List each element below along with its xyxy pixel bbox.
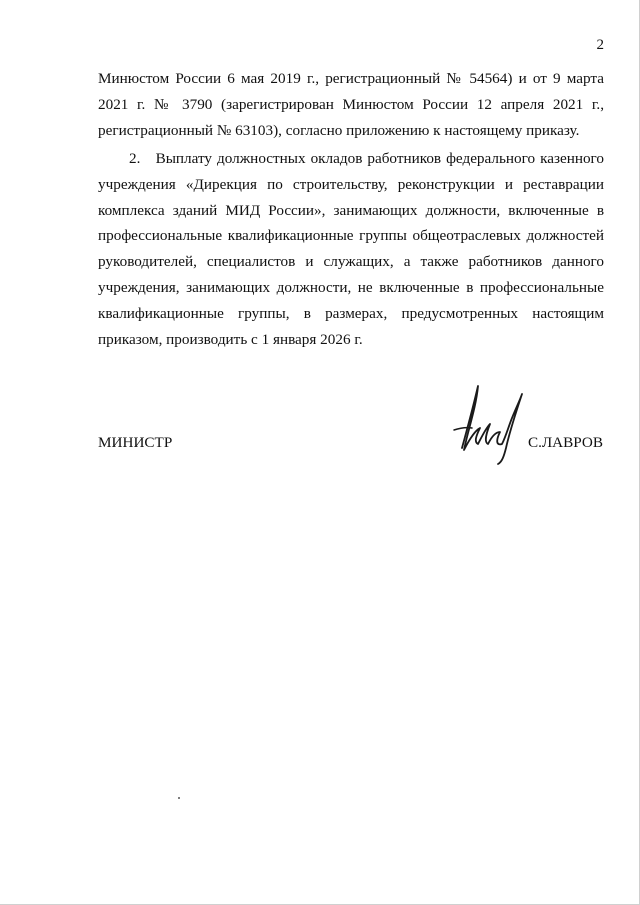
paragraph-item-2: 2. Выплату должностных окладов работников федерального казенного учреждения «Дирекция по строительству, реконструкции и реставрации комплекса зданий МИД России», занимающих должности, включенные в профессиональные квалификационные группы общеотраслевых должностей руководителей, специалистов и служащих, а также работников данного учреждения, занимающих должности, не включенные в профессиональные квалификационные группы, в размерах, предусмотренных настоящим приказом, производить с 1 января 2026 г. [98, 150, 604, 348]
scan-speck [178, 797, 180, 799]
signatory-title: МИНИСТР [98, 434, 173, 451]
handwritten-signature-icon [450, 378, 528, 466]
page-number: 2 [596, 37, 604, 53]
paragraph-continued: Минюстом России 6 мая 2019 г., регистрационный № 54564) и от 9 марта 2021 г. № 3790 (зарегистрирован Минюстом России 12 апреля 2021 г., регистрационный № 63103), согласно приложению к настоящему приказу. [98, 70, 604, 139]
signatory-name: С.ЛАВРОВ [527, 434, 603, 451]
